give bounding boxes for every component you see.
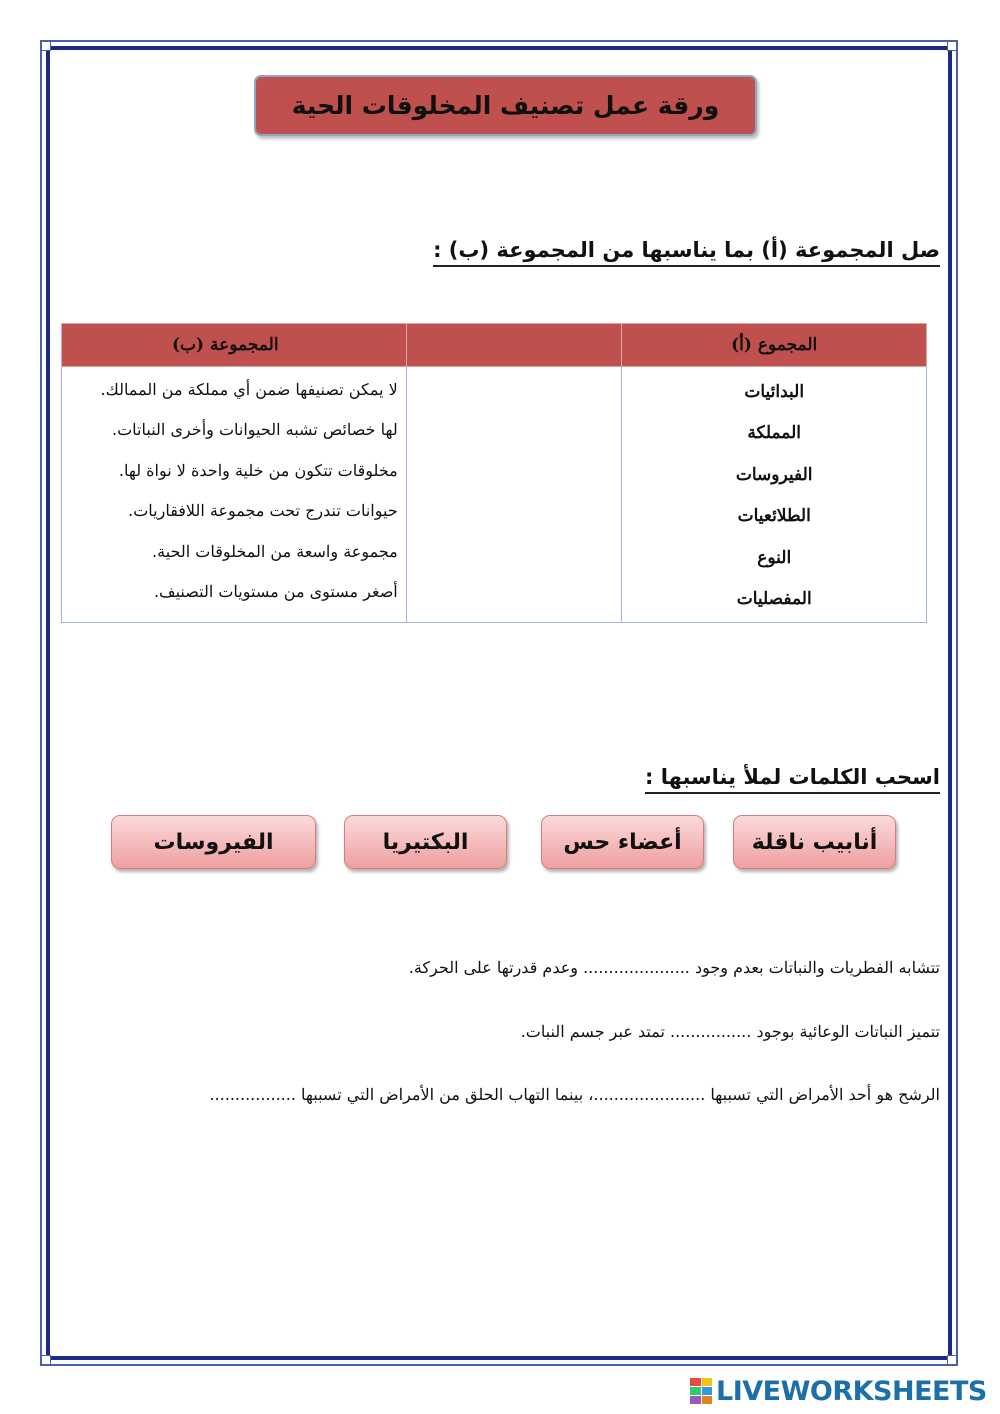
drag-instruction: اسحب الكلمات لملأ يناسبها : xyxy=(645,765,940,794)
group-b-item[interactable]: حيوانات تندرج تحت مجموعة اللافقاريات. xyxy=(128,501,398,521)
brand-logo-icon xyxy=(690,1378,712,1404)
word-chip-viruses[interactable]: الفيروسات xyxy=(111,815,316,869)
border-corner xyxy=(947,41,957,51)
group-a-item[interactable]: المفصليات xyxy=(736,589,812,610)
border-corner xyxy=(947,1355,957,1365)
group-b-item[interactable]: لا يمكن تصنيفها ضمن أي مملكة من الممالك. xyxy=(100,379,398,399)
group-b-cell xyxy=(62,367,407,623)
liveworksheets-brand xyxy=(690,1374,987,1408)
header-blank xyxy=(406,324,622,367)
matching-gap-cell xyxy=(406,367,622,623)
group-a-item[interactable]: البدائيات xyxy=(744,381,805,402)
fill-sentence: تتميز النباتات الوعائية بوجود ................ تمتد عبر جسم النبات. xyxy=(520,1022,940,1041)
word-chip-tubes[interactable]: أنابيب ناقلة xyxy=(733,815,896,869)
group-b-item[interactable]: لها خصائص تشبه الحيوانات وأخرى النباتات. xyxy=(112,420,398,440)
group-a-item[interactable]: الفيروسات xyxy=(735,464,813,485)
group-a-cell xyxy=(622,367,927,623)
matching-instruction: صل المجموعة (أ) بما يناسبها من المجموعة (ب) : xyxy=(433,238,940,267)
matching-table xyxy=(61,323,927,623)
fill-sentence: الرشح هو أحد الأمراض التي تسببها ......................، بينما التهاب الحلق من الأمراض التي تسببها ................. xyxy=(209,1085,940,1104)
worksheet-title: ورقة عمل تصنيف المخلوقات الحية xyxy=(254,75,757,136)
group-a-item[interactable]: النوع xyxy=(757,547,792,568)
header-group-b: المجموعة (ب) xyxy=(62,324,407,367)
border-corner xyxy=(41,1355,51,1365)
word-chip-sense-organs[interactable]: أعضاء حس xyxy=(541,815,704,869)
group-b-item[interactable]: أصغر مستوى من مستويات التصنيف. xyxy=(153,582,398,602)
header-group-a: المجموع (أ) xyxy=(622,324,927,367)
group-a-item[interactable]: الطلائعيات xyxy=(737,506,811,527)
word-chip-bacteria[interactable]: البكتيريا xyxy=(344,815,507,869)
border-corner xyxy=(41,41,51,51)
group-b-item[interactable]: مجموعة واسعة من المخلوقات الحية. xyxy=(152,541,398,561)
group-b-item[interactable]: مخلوقات تتكون من خلية واحدة لا نواة لها. xyxy=(118,460,398,480)
brand-name: LIVEWORKSHEETS xyxy=(716,1375,987,1407)
fill-sentence: تتشابه الفطريات والنباتات بعدم وجود ..................... وعدم قدرتها على الحركة. xyxy=(408,958,940,977)
group-a-item[interactable]: المملكة xyxy=(747,423,802,444)
